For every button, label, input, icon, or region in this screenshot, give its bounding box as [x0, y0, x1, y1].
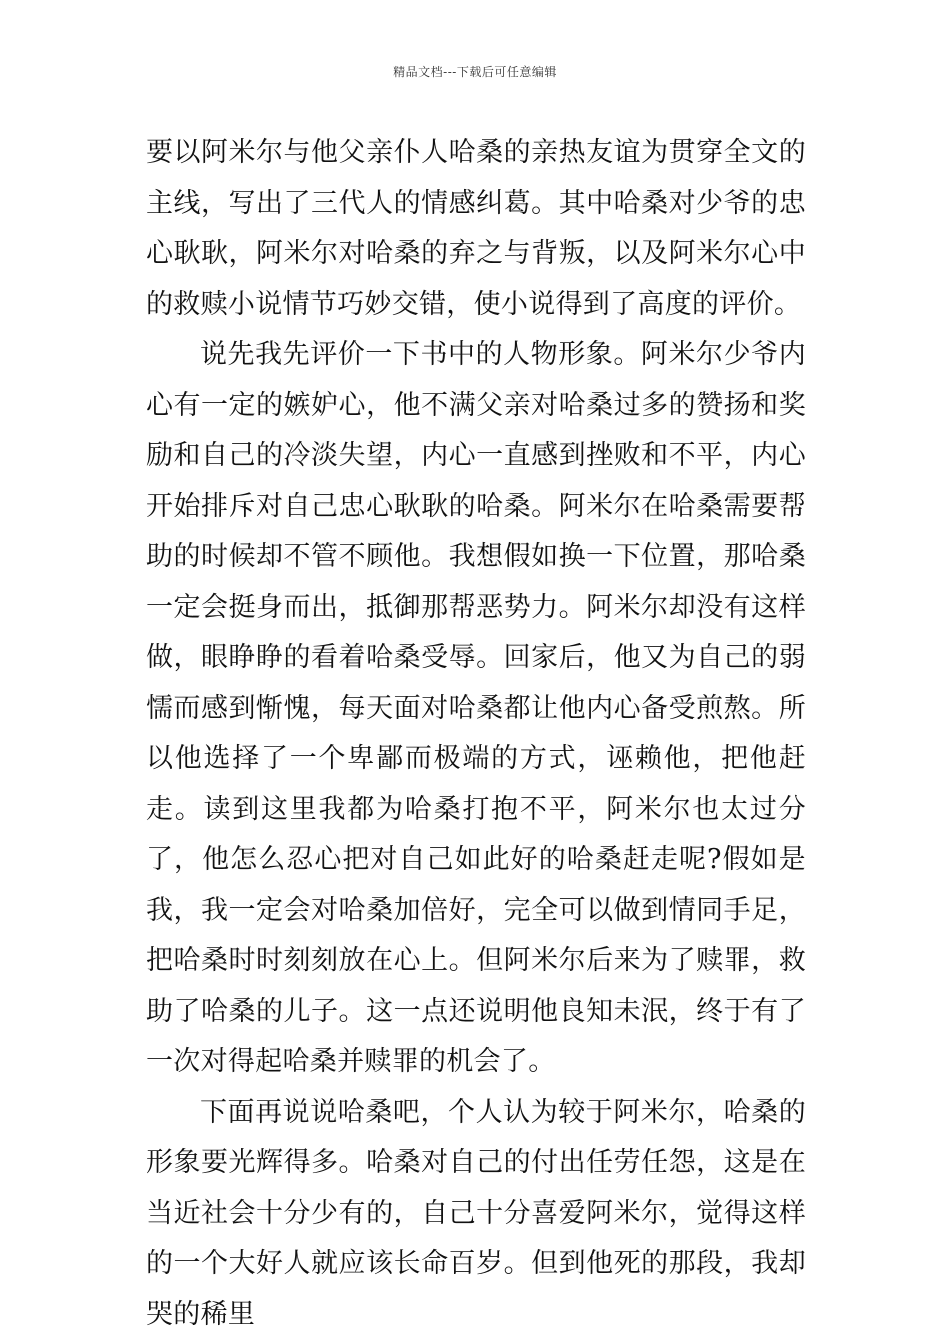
- paragraph-1: 要以阿米尔与他父亲仆人哈桑的亲热友谊为贯穿全文的主线，写出了三代人的情感纠葛。其中哈桑对少爷的忠心耿耿，阿米尔对哈桑的弃之与背叛，以及阿米尔心中的救赎小说情节巧妙交错，使小说得到了高度的评价。: [146, 137, 806, 320]
- document-body: [146, 128, 806, 1340]
- paragraph-3: 下面再说说哈桑吧，个人认为较于阿米尔，哈桑的形象要光辉得多。哈桑对自己的付出任劳任怨，这是在当近社会十分少有的，自己十分喜爱阿米尔，觉得这样的一个大好人就应该长命百岁。但到他死的那段，我却哭的稀里: [146, 1096, 806, 1330]
- paragraph-2: 说先我先评价一下书中的人物形象。阿米尔少爷内心有一定的嫉妒心，他不满父亲对哈桑过多的赞扬和奖励和自己的冷淡失望，内心一直感到挫败和不平，内心开始排斥对自己忠心耿耿的哈桑。阿米尔在哈桑需要帮助的时候却不管不顾他。我想假如换一下位置，那哈桑一定会挺身而出，抵御那帮恶势力。阿米尔却没有这样做，眼睁睁的看着哈桑受辱。回家后，他又为自己的弱懦而感到惭愧，每天面对哈桑都让他内心备受煎熬。所以他选择了一个卑鄙而极端的方式，诬赖他，把他赶走。读到这里我都为哈桑打抱不平，阿米尔也太过分了，他怎么忍心把对自己如此好的哈桑赶走呢?假如是我，我一定会对哈桑加倍好，完全可以做到情同手足，把哈桑时时刻刻放在心上。但阿米尔后来为了赎罪，救助了哈桑的儿子。这一点还说明他良知未泯，终于有了一次对得起哈桑并赎罪的机会了。: [146, 339, 806, 1077]
- page-header: 精品文档---下载后可任意编辑: [393, 65, 557, 79]
